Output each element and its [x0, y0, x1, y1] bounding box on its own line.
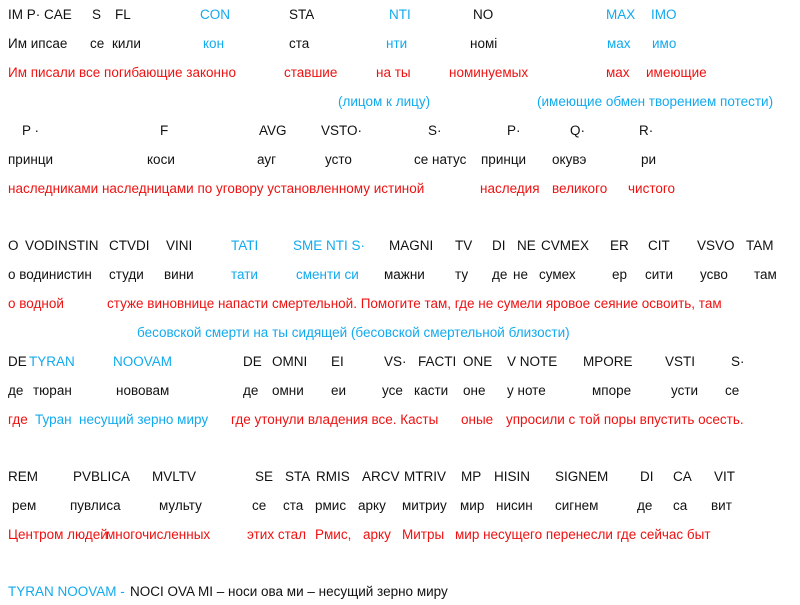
latin-word: VIT: [714, 469, 736, 484]
latin-word: S·: [731, 354, 745, 369]
block2-latin-line: [0, 236, 800, 256]
reading-word: имо: [652, 36, 677, 51]
latin-word: STA: [289, 7, 315, 22]
latin-word: R·: [639, 123, 654, 138]
latin-word: VSVO: [697, 238, 735, 253]
reading-word: ста: [283, 498, 304, 513]
translation-phrase: имеющие: [646, 65, 707, 80]
latin-word: STA: [285, 469, 311, 484]
translation-phrase: Рмис,: [315, 527, 352, 542]
latin-word: IMO: [651, 7, 677, 22]
reading-word: де: [243, 383, 259, 398]
block1-notes-line: [0, 92, 800, 112]
block1-reading-line: [0, 34, 800, 54]
latin-word: PVBLICA: [73, 469, 131, 484]
reading-word: Им ипсае: [8, 36, 68, 51]
reading-word: мажни: [384, 267, 425, 282]
latin-word: NO: [473, 7, 494, 22]
reading-word: там: [754, 267, 777, 282]
reading-word: вит: [711, 498, 732, 513]
block2-translation-line: [0, 294, 800, 314]
latin-word: VSTO·: [321, 123, 363, 138]
latin-word: CIT: [648, 238, 670, 253]
translation-phrase: Им писали все погибающие законно: [8, 65, 236, 80]
latin-word: ARCV: [362, 469, 400, 484]
latin-word: MPORE: [583, 354, 633, 369]
latin-word: SIGNEM: [555, 469, 609, 484]
latin-word: FL: [115, 7, 131, 22]
reading-word: о водинистин: [8, 267, 92, 282]
reading-word: еи: [331, 383, 347, 398]
latin-word: O: [8, 238, 19, 253]
reading-word: мульту: [159, 498, 202, 513]
latin-word: TYRAN: [29, 354, 75, 369]
reading-word: не: [513, 267, 528, 282]
latin-word: VINI: [166, 238, 193, 253]
translation-phrase: Митры: [402, 527, 445, 542]
reading-word: ри: [641, 152, 657, 167]
footer-line: [0, 582, 800, 602]
reading-word: сигнем: [555, 498, 599, 513]
block1-translation-line: [0, 63, 800, 83]
note-text: (лицом к лицу): [338, 94, 431, 109]
translation-phrase: ставшие: [284, 65, 338, 80]
reading-word: вини: [164, 267, 194, 282]
reading-word: усти: [671, 383, 699, 398]
reading-word: тати: [231, 267, 258, 282]
reading-word: ту: [455, 267, 469, 282]
reading-word: касти: [414, 383, 449, 398]
reading-word: номі: [470, 36, 498, 51]
reading-word: нти: [386, 36, 408, 51]
reading-word: де: [637, 498, 653, 513]
translation-phrase: где утонули владения все. Касты: [231, 412, 439, 427]
block1-latin2-line: [0, 121, 800, 141]
reading-word: мир: [460, 498, 485, 513]
block1-translation2-line: [0, 179, 800, 199]
translation-phrase: на ты: [376, 65, 411, 80]
block3-translation-line: [0, 410, 800, 430]
translation-phrase: Туран: [35, 412, 72, 427]
block4-translation-line: [0, 525, 800, 545]
latin-word: HISIN: [494, 469, 531, 484]
block1-latin-line: [0, 5, 800, 25]
latin-word: V NOTE: [507, 354, 558, 369]
reading-word: се натус: [414, 152, 467, 167]
translation-phrase: мир несущего перенесли где сейчас быт: [455, 527, 711, 542]
reading-word: окувэ: [552, 152, 587, 167]
translation-phrase: о водной: [8, 296, 64, 311]
reading-word: кон: [203, 36, 225, 51]
latin-word: S: [92, 7, 102, 22]
block2-note-line: [0, 323, 800, 343]
latin-word: Q·: [570, 123, 585, 138]
translation-phrase: чистого: [628, 181, 675, 196]
latin-word: OMNI: [272, 354, 308, 369]
translation-phrase: арку: [363, 527, 391, 542]
footer-text: NOCI OVA MI – носи ова ми – несущий зерно миру: [130, 584, 448, 599]
latin-word: NOOVAM: [113, 354, 173, 369]
latin-word: RMIS: [316, 469, 350, 484]
translation-phrase: номинуемых: [449, 65, 529, 80]
reading-word: рмис: [315, 498, 347, 513]
latin-word: F: [160, 123, 169, 138]
translation-phrase: Центром людей: [8, 527, 108, 542]
latin-word: ONE: [463, 354, 493, 369]
reading-word: ста: [289, 36, 310, 51]
reading-word: кили: [112, 36, 141, 51]
translation-phrase: этих стал: [247, 527, 306, 542]
latin-word: EI: [331, 354, 344, 369]
latin-word: SME NTI S·: [293, 238, 366, 253]
reading-word: де: [492, 267, 508, 282]
reading-word: сити: [645, 267, 674, 282]
reading-word: сменти си: [296, 267, 359, 282]
translation-phrase: наследия: [480, 181, 540, 196]
translation-phrase: мах: [606, 65, 630, 80]
block2-reading-line: [0, 265, 800, 285]
reading-word: студи: [109, 267, 144, 282]
reading-word: нисин: [496, 498, 533, 513]
reading-word: де: [8, 383, 24, 398]
reading-word: нововам: [116, 383, 170, 398]
latin-word: VODINSTIN: [25, 238, 99, 253]
note-text: (имеющие обмен творением потести): [537, 94, 774, 109]
reading-word: коси: [147, 152, 175, 167]
latin-word: ER: [610, 238, 629, 253]
reading-word: омни: [272, 383, 304, 398]
latin-word: S·: [428, 123, 442, 138]
latin-word: NE: [517, 238, 536, 253]
block4-latin-line: [0, 467, 800, 487]
reading-word: усво: [700, 267, 728, 282]
reading-word: у ноте: [507, 383, 546, 398]
latin-word: DE: [243, 354, 262, 369]
reading-word: арку: [358, 498, 386, 513]
translation-phrase: наследниками наследницами по уговору установленному истиной: [8, 181, 425, 196]
reading-word: ауг: [257, 152, 277, 167]
latin-word: DI: [640, 469, 654, 484]
latin-word: IM P· CAE: [8, 7, 72, 22]
translation-phrase: многочисленных: [106, 527, 211, 542]
latin-word: P·: [507, 123, 521, 138]
latin-word: AVG: [259, 123, 287, 138]
reading-word: принци: [8, 152, 54, 167]
latin-word: CVMEX: [541, 238, 590, 253]
reading-word: тюран: [33, 383, 72, 398]
latin-word: FACTI: [418, 354, 457, 369]
translation-phrase: стуже виновнице напасти смертельной. Помогите там, где не сумели яровое сеяние освоить, там: [107, 296, 722, 311]
reading-word: усе: [382, 383, 403, 398]
latin-word: DI: [492, 238, 506, 253]
latin-word: VS·: [384, 354, 407, 369]
block3-reading-line: [0, 381, 800, 401]
latin-word: DE: [8, 354, 27, 369]
reading-word: са: [673, 498, 688, 513]
latin-word: MAX: [606, 7, 636, 22]
latin-word: VSTI: [665, 354, 696, 369]
latin-word: TATI: [231, 238, 259, 253]
block4-reading-line: [0, 496, 800, 516]
block1-reading2-line: [0, 150, 800, 170]
reading-word: мах: [607, 36, 631, 51]
block3-latin-line: [0, 352, 800, 372]
latin-word: SE: [255, 469, 274, 484]
latin-word: CTVDI: [109, 238, 150, 253]
reading-word: мпоре: [592, 383, 632, 398]
reading-word: се: [90, 36, 105, 51]
translation-phrase: несущий зерно миру: [79, 412, 209, 427]
translation-phrase: оные: [461, 412, 494, 427]
latin-word: MAGNI: [389, 238, 434, 253]
latin-word: NTI: [389, 7, 411, 22]
reading-word: пувлиса: [70, 498, 121, 513]
reading-word: оне: [463, 383, 486, 398]
translation-phrase: где: [8, 412, 28, 427]
reading-word: митриу: [402, 498, 447, 513]
latin-word: CA: [673, 469, 692, 484]
reading-word: рем: [12, 498, 37, 513]
reading-word: сумех: [539, 267, 576, 282]
reading-word: ер: [612, 267, 628, 282]
reading-word: принци: [481, 152, 527, 167]
latin-word: MTRIV: [404, 469, 446, 484]
latin-word: MP: [461, 469, 482, 484]
reading-word: се: [252, 498, 267, 513]
note-text: бесовской смерти на ты сидящей (бесовской смертельной близости): [137, 325, 570, 340]
latin-word: MVLTV: [152, 469, 197, 484]
translation-phrase: упросили с той поры впустить осесть.: [506, 412, 744, 427]
reading-word: се: [725, 383, 740, 398]
latin-word: TAM: [746, 238, 774, 253]
latin-word: P ·: [22, 123, 40, 138]
latin-word: CON: [200, 7, 230, 22]
latin-word: REM: [8, 469, 38, 484]
reading-word: усто: [325, 152, 352, 167]
latin-word: TV: [455, 238, 473, 253]
translation-phrase: великого: [552, 181, 608, 196]
footer-tyran-label: TYRAN NOOVAM -: [8, 584, 125, 599]
